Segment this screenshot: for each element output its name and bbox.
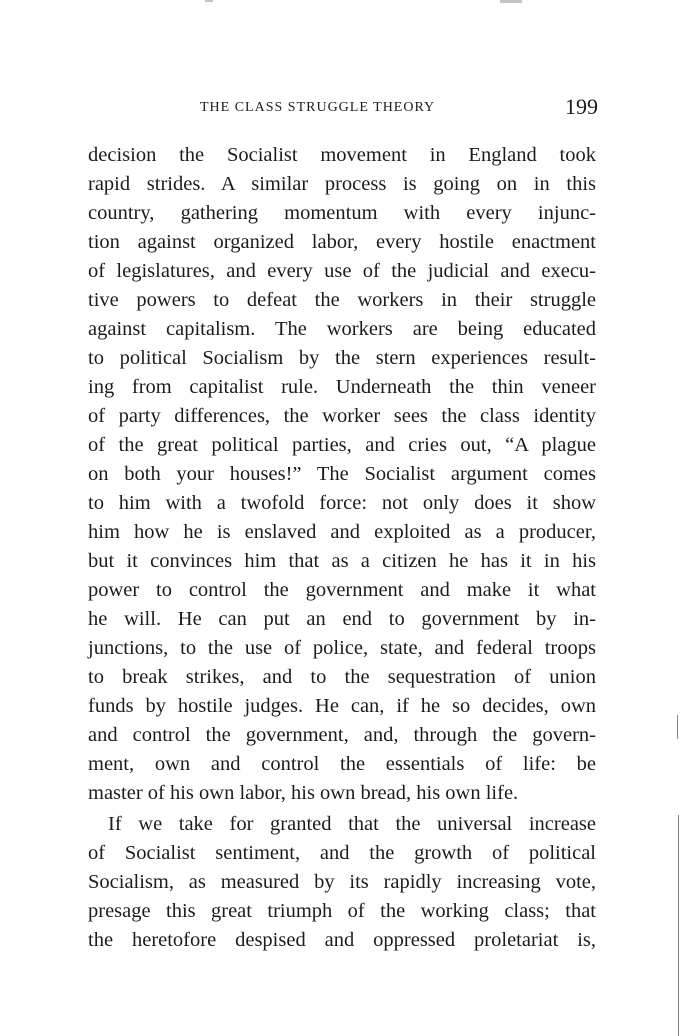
text-line: him how he is enslaved and exploited as a producer, xyxy=(88,521,596,543)
text-line: to political Socialism by the stern experiences result- xyxy=(88,347,596,369)
text-line: of legislatures, and every use of the judicial and execu- xyxy=(88,260,596,282)
text-line: presage this great triumph of the working class; that xyxy=(88,900,596,922)
text-line: rapid strides. A similar process is going on in this xyxy=(88,173,596,195)
text-line: the heretofore despised and oppressed proletariat is, xyxy=(88,929,596,951)
text-line: of Socialist sentiment, and the growth of political xyxy=(88,842,596,864)
running-head xyxy=(88,94,598,122)
text-line: junctions, to the use of police, state, and federal troops xyxy=(88,637,596,659)
text-line: he will. He can put an end to government by in- xyxy=(88,608,596,630)
text-line: decision the Socialist movement in England took xyxy=(88,144,596,166)
body-text xyxy=(88,141,596,955)
page-number: 199 xyxy=(565,94,598,119)
text-line: master of his own labor, his own bread, his own life. xyxy=(88,782,519,804)
text-line: and control the government, and, through the govern- xyxy=(88,724,596,746)
scan-mark xyxy=(678,815,679,1036)
text-line: country, gathering momentum with every injunc- xyxy=(88,202,596,224)
text-line: tive powers to defeat the workers in their struggle xyxy=(88,289,596,311)
paragraph-2 xyxy=(88,810,596,955)
text-line: of party differences, the worker sees the class identity xyxy=(88,405,596,427)
text-line: to break strikes, and to the sequestration of union xyxy=(88,666,596,688)
text-line: on both your houses!” The Socialist argument comes xyxy=(88,463,596,485)
text-line: tion against organized labor, every hostile enactment xyxy=(88,231,596,253)
text-line: If we take for granted that the universal increase xyxy=(108,813,596,835)
text-line: but it convinces him that as a citizen he has it in his xyxy=(88,550,596,572)
text-line: power to control the government and make it what xyxy=(88,579,596,601)
scan-mark xyxy=(677,715,678,739)
scan-mark xyxy=(500,0,522,3)
text-line: funds by hostile judges. He can, if he so decides, own xyxy=(88,695,596,717)
scan-mark xyxy=(205,0,213,2)
text-line: of the great political parties, and cries out, “A plague xyxy=(88,434,596,456)
paragraph-1 xyxy=(88,141,596,808)
text-line: against capitalism. The workers are being educated xyxy=(88,318,596,340)
text-line: Socialism, as measured by its rapidly increasing vote, xyxy=(88,871,596,893)
text-line: to him with a twofold force: not only does it show xyxy=(88,492,596,514)
running-head-title: THE CLASS STRUGGLE THEORY xyxy=(200,100,436,115)
text-line: ing from capitalist rule. Underneath the thin veneer xyxy=(88,376,596,398)
text-line: ment, own and control the essentials of life: be xyxy=(88,753,596,775)
